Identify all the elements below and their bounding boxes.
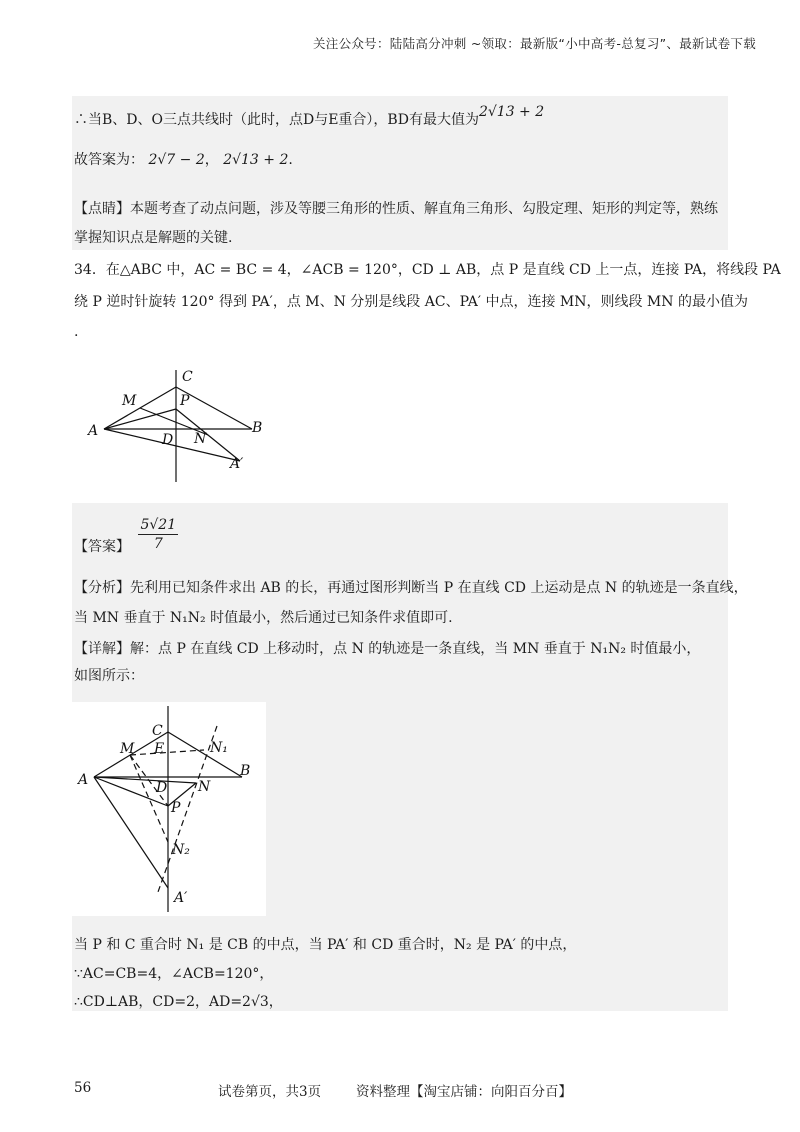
answer-line bbox=[74, 516, 178, 553]
label-b: B bbox=[252, 420, 263, 436]
detail-line-2: 如图所示： bbox=[74, 668, 144, 684]
comment-line-2: 掌握知识点是解题的关键. bbox=[74, 230, 233, 246]
page-number: 56 bbox=[74, 1080, 92, 1096]
label-p: P bbox=[171, 800, 181, 816]
prev-line-2 bbox=[74, 150, 293, 170]
prev-line1-text: ∴当B、D、O三点共线时（此时，点D与E重合），BD有最大值为 bbox=[74, 112, 479, 128]
figure-2-diagram bbox=[72, 702, 266, 916]
footer-page-info: 试卷第页，共3页 bbox=[218, 1084, 322, 1100]
label-a-prime: A′ bbox=[174, 890, 188, 906]
label-n: N bbox=[194, 431, 207, 447]
analysis-line-1: 【分析】先利用已知条件求出 AB 的长，再通过图形判断当 P 在直线 CD 上运动是点 N 的轨迹是一条直线， bbox=[74, 580, 748, 596]
label-d: D bbox=[162, 432, 174, 448]
segment-a-n bbox=[94, 777, 196, 783]
after-line-2: ∵AC=CB=4，∠ACB=120°， bbox=[74, 966, 274, 982]
after-line-3: ∴CD⊥AB，CD=2，AD=2√3， bbox=[74, 994, 283, 1010]
segment-cb bbox=[168, 732, 242, 777]
after-line-1: 当 P 和 C 重合时 N₁ 是 CB 的中点，当 PA′ 和 CD 重合时，N₂ 是 PA′ 的中点， bbox=[74, 937, 577, 953]
dashed-m-n1 bbox=[130, 750, 204, 755]
label-c: C bbox=[182, 369, 193, 385]
label-a: A bbox=[78, 772, 89, 788]
answer-fraction bbox=[138, 516, 178, 553]
label-n: N bbox=[198, 779, 211, 795]
question-line-3: . bbox=[74, 324, 79, 340]
label-a: A bbox=[88, 423, 99, 439]
answer-value-2: 2√13 + 2 bbox=[223, 152, 289, 168]
dashed-n1-n2-line bbox=[158, 726, 217, 892]
footer-source: 资料整理【淘宝店铺：向阳百分百】 bbox=[356, 1084, 572, 1100]
answer-prefix: 故答案为： bbox=[74, 152, 144, 168]
question-line-1: 34．在△ABC 中，AC = BC = 4，∠ACB = 120°，CD ⊥ AB，点 P 是直线 CD 上一点，连接 PA，将线段 PA bbox=[74, 262, 781, 278]
answer-label: 【答案】 bbox=[74, 538, 130, 555]
label-a-prime: A′ bbox=[230, 456, 244, 472]
question-line-2: 绕 P 逆时针旋转 120° 得到 PA′，点 M、N 分别是线段 AC、PA′ 中点，连接 MN，则线段 MN 的最小值为 bbox=[74, 294, 748, 310]
label-n2: N₂ bbox=[172, 842, 190, 858]
prev-line-1 bbox=[74, 104, 545, 130]
label-n1: N₁ bbox=[210, 740, 228, 756]
answer-end: . bbox=[288, 152, 293, 168]
label-p: P bbox=[180, 393, 190, 409]
figure-1-diagram bbox=[80, 365, 280, 485]
label-c: C bbox=[152, 723, 163, 739]
segment-ap bbox=[104, 409, 176, 429]
page-header: 关注公众号：陆陆高分冲刺 ~领取：最新版“小中高考-总复习”、最新试卷下载 bbox=[312, 36, 756, 51]
answer-value-1: 2√7 − 2 bbox=[148, 152, 205, 168]
label-b: B bbox=[240, 763, 251, 779]
answer-separator: ， bbox=[204, 152, 219, 168]
label-m: M bbox=[122, 393, 137, 409]
answer-denominator: 7 bbox=[153, 536, 163, 552]
label-m: M bbox=[120, 741, 135, 757]
analysis-line-2: 当 MN 垂直于 N₁N₂ 时值最小，然后通过已知条件求值即可. bbox=[74, 610, 453, 626]
label-e: E bbox=[154, 741, 165, 757]
label-d: D bbox=[156, 780, 168, 796]
detail-line-1: 【详解】解：点 P 在直线 CD 上移动时，点 N 的轨迹是一条直线，当 MN 垂直于 N₁N₂ 时值最小， bbox=[74, 641, 701, 657]
prev-line1-math: 2√13 + 2 bbox=[478, 104, 545, 120]
comment-line-1: 【点睛】本题考查了动点问题，涉及等腰三角形的性质、解直角三角形、勾股定理、矩形的判定等，熟练 bbox=[74, 201, 718, 217]
answer-numerator: 5√21 bbox=[140, 517, 177, 533]
